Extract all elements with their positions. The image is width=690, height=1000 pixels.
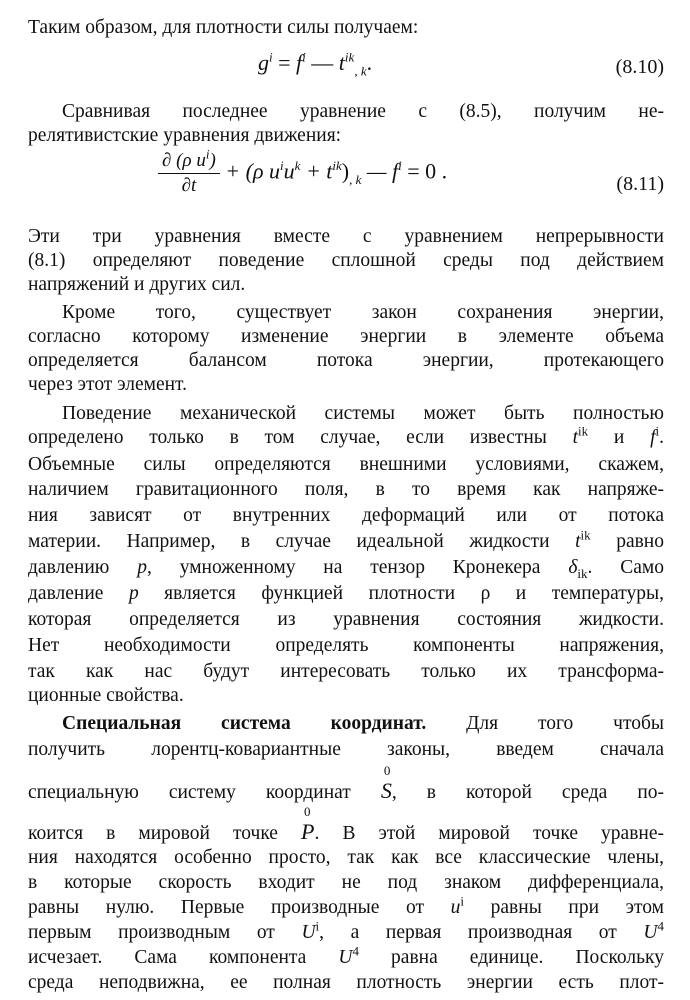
text-line: Сравнивая последнее уравнение с (8.5), получим не- xyxy=(62,101,664,122)
equation-8-10: $g^i = f^i$ — $t^{ik}_{, k}$. xyxy=(258,49,373,79)
text-line: ния зависят от внутренних деформаций или от потока xyxy=(28,505,664,526)
text-line: давление p является функцией плотности ρ и температуры, xyxy=(28,583,664,604)
text-line: (8.1) определяют поведение сплошной среды под действием xyxy=(28,250,664,271)
text-line: Кроме того, существует закон сохранения энергии, xyxy=(62,302,664,323)
equation-number: (8.11) xyxy=(616,173,664,195)
text-line: определено только в том случае, если известны $t^{ik}$ и $f^i$. xyxy=(28,423,665,448)
text-line: через этот элемент. xyxy=(28,374,187,395)
text-line: ционные свойства. xyxy=(28,685,184,706)
section-heading-line: Специальная система координат. Для того чтобы xyxy=(62,713,665,734)
text-line: Объемные силы определяются внешними условиями, скажем, xyxy=(28,454,664,475)
text-line: исчезает. Сама компонента $U^4$ равна единице. Поскольку xyxy=(28,943,664,968)
text-line: согласно которому изменение энергии в элементе объема xyxy=(28,326,664,347)
equation-8-11: $\frac{\partial (\rho u^i)}{\partial t}$ + (ρ $u^iu^k + t^{ik})_{, k}$ — $f^i = 0$ . xyxy=(158,150,447,197)
text-line: давлению p, умноженному на тензор Кронекера $\delta_{ik}$. Само xyxy=(28,557,664,581)
text-line: Поведение механической системы может быть полностью xyxy=(62,403,664,424)
text-line: релятивистские уравнения движения: xyxy=(28,125,342,146)
text-line: Эти три уравнения вместе с уравнением непрерывности xyxy=(28,226,664,247)
text-line: равны нулю. Первые производные от $u^i$ равны при этом xyxy=(28,893,664,918)
text-line: специальную систему координат 0 S, в которой среда по- xyxy=(28,763,664,803)
text-line: которая определяется из уравнения состояния жидкости. xyxy=(28,609,664,630)
text-line: среда неподвижна, ее полная плотность энергии есть плот- xyxy=(28,972,664,993)
section-heading: Специальная система координат. xyxy=(62,713,427,734)
text-line: первым производным от $U^i$, а первая производная от $U^4$ xyxy=(28,918,665,943)
text-line: коится в мировой точке 0 P. В этой мировой точке уравне- xyxy=(28,804,664,844)
text-line: в которые скорость входит не под знаком дифференциала, xyxy=(28,872,664,893)
text-line: материи. Например, в случае идеальной жидкости $t^{ik}$ равно xyxy=(28,527,664,552)
text-line: ния находятся особенно просто, так как все классические члены, xyxy=(28,847,664,868)
text-line: Нет необходимости определять компоненты напряжения, xyxy=(28,635,664,656)
text-line: так как нас будут интересовать только их трансформа- xyxy=(28,661,664,682)
equation-number: (8.10) xyxy=(615,56,664,78)
text-line: наличием гравитационного поля, в то время как напряже- xyxy=(28,479,664,500)
fraction: $\frac{\partial (\rho u^i)}{\partial t}$ xyxy=(158,150,220,197)
text-line: Таким образом, для плотности силы получаем: xyxy=(28,17,419,38)
text-line: получить лорентц-ковариантные законы, введем сначала xyxy=(28,739,664,760)
text-line: определяется балансом потока энергии, протекающего xyxy=(28,350,664,371)
text-line: напряжений и других сил. xyxy=(28,274,246,295)
